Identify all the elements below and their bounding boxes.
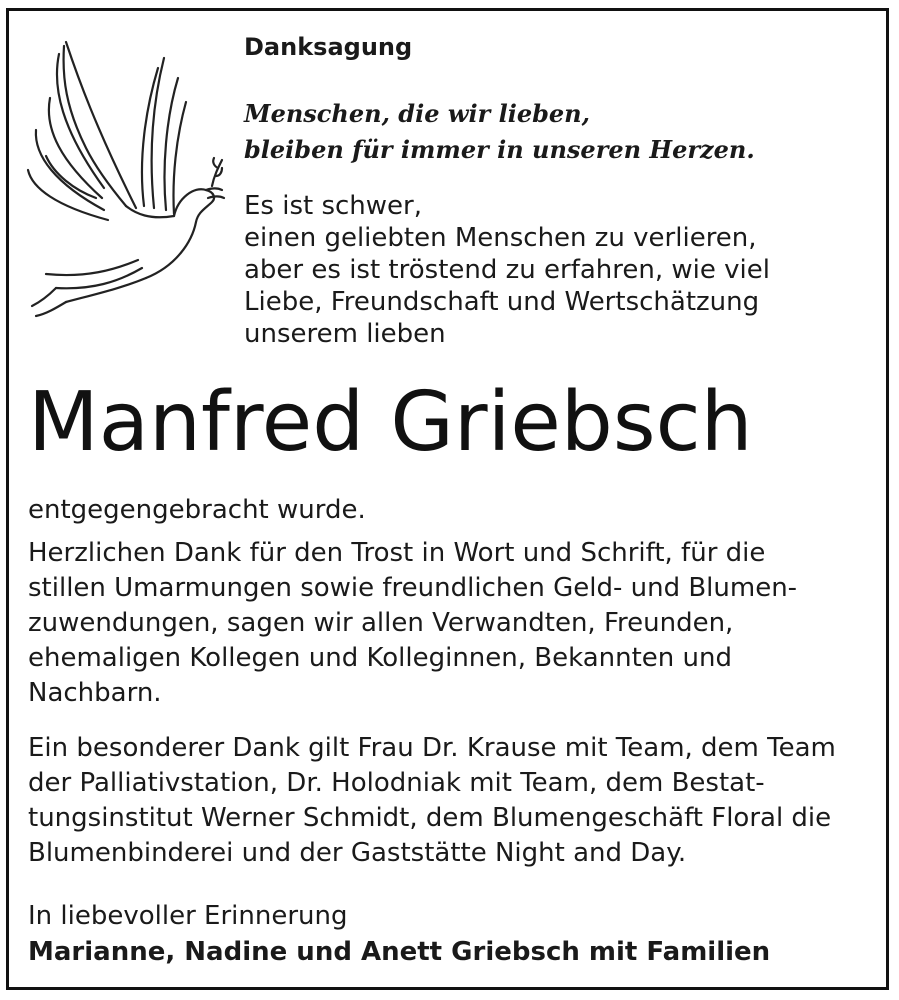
closing [28, 898, 770, 970]
paragraph-3 [28, 731, 836, 871]
paragraph-line: Herzlichen Dank für den Trost in Wort und Schrift, für die [28, 538, 766, 568]
deceased-name: Manfred Griebsch [28, 375, 753, 470]
family-signature: Marianne, Nadine und Anett Griebsch mit Familien [28, 937, 771, 967]
dove-icon [26, 38, 226, 318]
paragraph-line: Blumenbinderei und der Gaststätte Night and Day. [28, 838, 687, 868]
paragraph-line: Ein besonderer Dank gilt Frau Dr. Krause mit Team, dem Team [28, 733, 836, 763]
intro-line: Liebe, Freundschaft und Wertschätzung [244, 287, 760, 317]
intro-line: einen geliebten Menschen zu verlieren, [244, 223, 757, 253]
heading: Danksagung [244, 33, 413, 61]
intro-text [244, 190, 770, 350]
quote-line: Menschen, die wir lieben, [244, 99, 590, 128]
paragraph-line: tungsinstitut Werner Schmidt, dem Blumengeschäft Floral die [28, 803, 832, 833]
paragraph-line: ehemaligen Kollegen und Kolleginnen, Bekannten und [28, 643, 733, 673]
paragraph-2 [28, 536, 797, 711]
quote [244, 96, 755, 168]
intro-line: aber es ist tröstend zu erfahren, wie viel [244, 255, 770, 285]
paragraph-line: Nachbarn. [28, 678, 162, 708]
quote-line: bleiben für immer in unseren Herzen. [244, 135, 755, 164]
intro-line: unserem lieben [244, 319, 446, 349]
closing-line: In liebevoller Erinnerung [28, 901, 348, 931]
paragraph-line: stillen Umarmungen sowie freundlichen Geld- und Blumen- [28, 573, 798, 603]
paragraph-line: zuwendungen, sagen wir allen Verwandten, Freunden, [28, 608, 734, 638]
intro-line: Es ist schwer, [244, 191, 423, 221]
paragraph-line: der Palliativstation, Dr. Holodniak mit Team, dem Bestat- [28, 768, 765, 798]
paragraph-1: entgegengebracht wurde. [28, 495, 366, 525]
